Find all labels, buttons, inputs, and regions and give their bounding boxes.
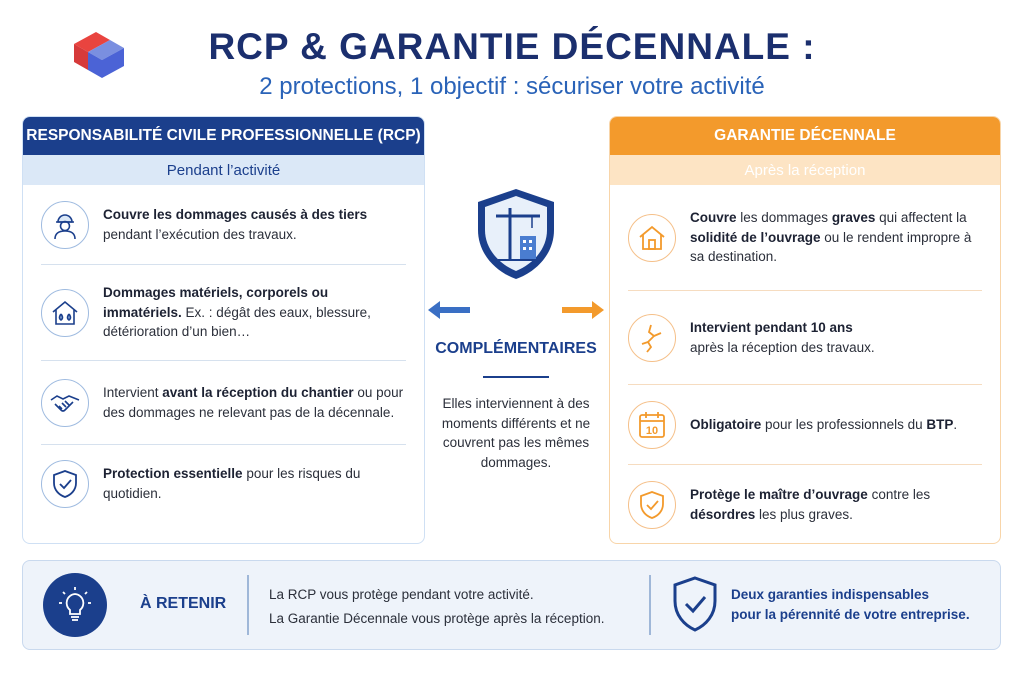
summary-label: À RETENIR (140, 595, 227, 612)
decennale-item-text: Couvre les dommages graves qui affectent la solidité de l’ouvrage ou le rendent impropre à sa destination. (690, 210, 972, 265)
summary-recap (269, 583, 604, 630)
rcp-item (41, 265, 406, 361)
summary-box (22, 560, 1001, 650)
decennale-item (628, 185, 982, 291)
rcp-panel (22, 116, 425, 544)
svg-text:10: 10 (645, 424, 659, 437)
rcp-panel-subheader: Pendant l’activité (23, 155, 424, 185)
summary-line: La Garantie Décennale vous protège après la réception. (269, 610, 605, 626)
center-title: COMPLÉMENTAIRES (435, 340, 597, 357)
conclusion-line: pour la pérennité de votre entreprise. (731, 607, 970, 623)
calendar-10-icon (628, 401, 676, 449)
center-text: Elles interviennent à des moments différents et ne couvrent pas les mêmes dommages. (441, 396, 591, 470)
decennale-item-text: Protège le maître d’ouvrage contre les désordres les plus graves. (690, 487, 931, 522)
lightbulb-icon (43, 573, 107, 637)
decennale-item (628, 465, 982, 544)
decennale-item-text: Obligatoire pour les professionnels du BTP. (690, 416, 958, 432)
decennale-panel (609, 116, 1001, 544)
arrow-left-icon (428, 300, 470, 320)
shield-check-icon (41, 460, 89, 508)
summary-line: La RCP vous protège pendant votre activité. (269, 587, 534, 602)
handshake-icon (41, 379, 89, 427)
arrow-right-icon (562, 300, 604, 320)
summary-conclusion (731, 585, 970, 626)
page-subtitle: 2 protections, 1 objectif : sécuriser votre activité (259, 73, 765, 100)
house-water-drops-icon (41, 289, 89, 337)
rcp-panel-header: RESPONSABILITÉ CIVILE PROFESSIONNELLE (RCP) (23, 117, 424, 155)
rcp-item (41, 185, 406, 265)
decennale-item (628, 291, 982, 385)
crack-icon (628, 314, 676, 362)
shield-check-icon (671, 575, 719, 633)
crane-shield-icon (474, 186, 558, 282)
center-divider (483, 376, 549, 378)
rcp-item-text: Couvre les dommages causés à des tiers pendant l’exécution des travaux. (103, 206, 368, 242)
rcp-item-text: Intervient avant la réception du chantier ou pour des dommages ne relevant pas de la décennale. (103, 384, 404, 420)
worker-icon (41, 201, 89, 249)
rcp-item (41, 445, 406, 523)
summary-divider (247, 575, 249, 635)
rcp-item (41, 361, 406, 445)
summary-divider (649, 575, 651, 635)
page-title: RCP & GARANTIE DÉCENNALE : (208, 26, 816, 67)
decennale-panel-header: GARANTIE DÉCENNALE (610, 117, 1000, 155)
rcp-item-text: Protection essentielle pour les risques du quotidien. (103, 466, 361, 501)
house-icon (628, 214, 676, 262)
conclusion-line: Deux garanties indispensables (731, 587, 930, 602)
rcp-item-text: Dommages matériels, corporels ou immatériels. Ex. : dégât des eaux, blessure, détérioration d’un bien… (103, 285, 371, 340)
decennale-item-text: Intervient pendant 10 ans après la réception des travaux. (690, 319, 875, 355)
decennale-panel-subheader: Après la réception (610, 155, 1000, 185)
shield-check-icon (628, 481, 676, 529)
decennale-item (628, 385, 982, 465)
